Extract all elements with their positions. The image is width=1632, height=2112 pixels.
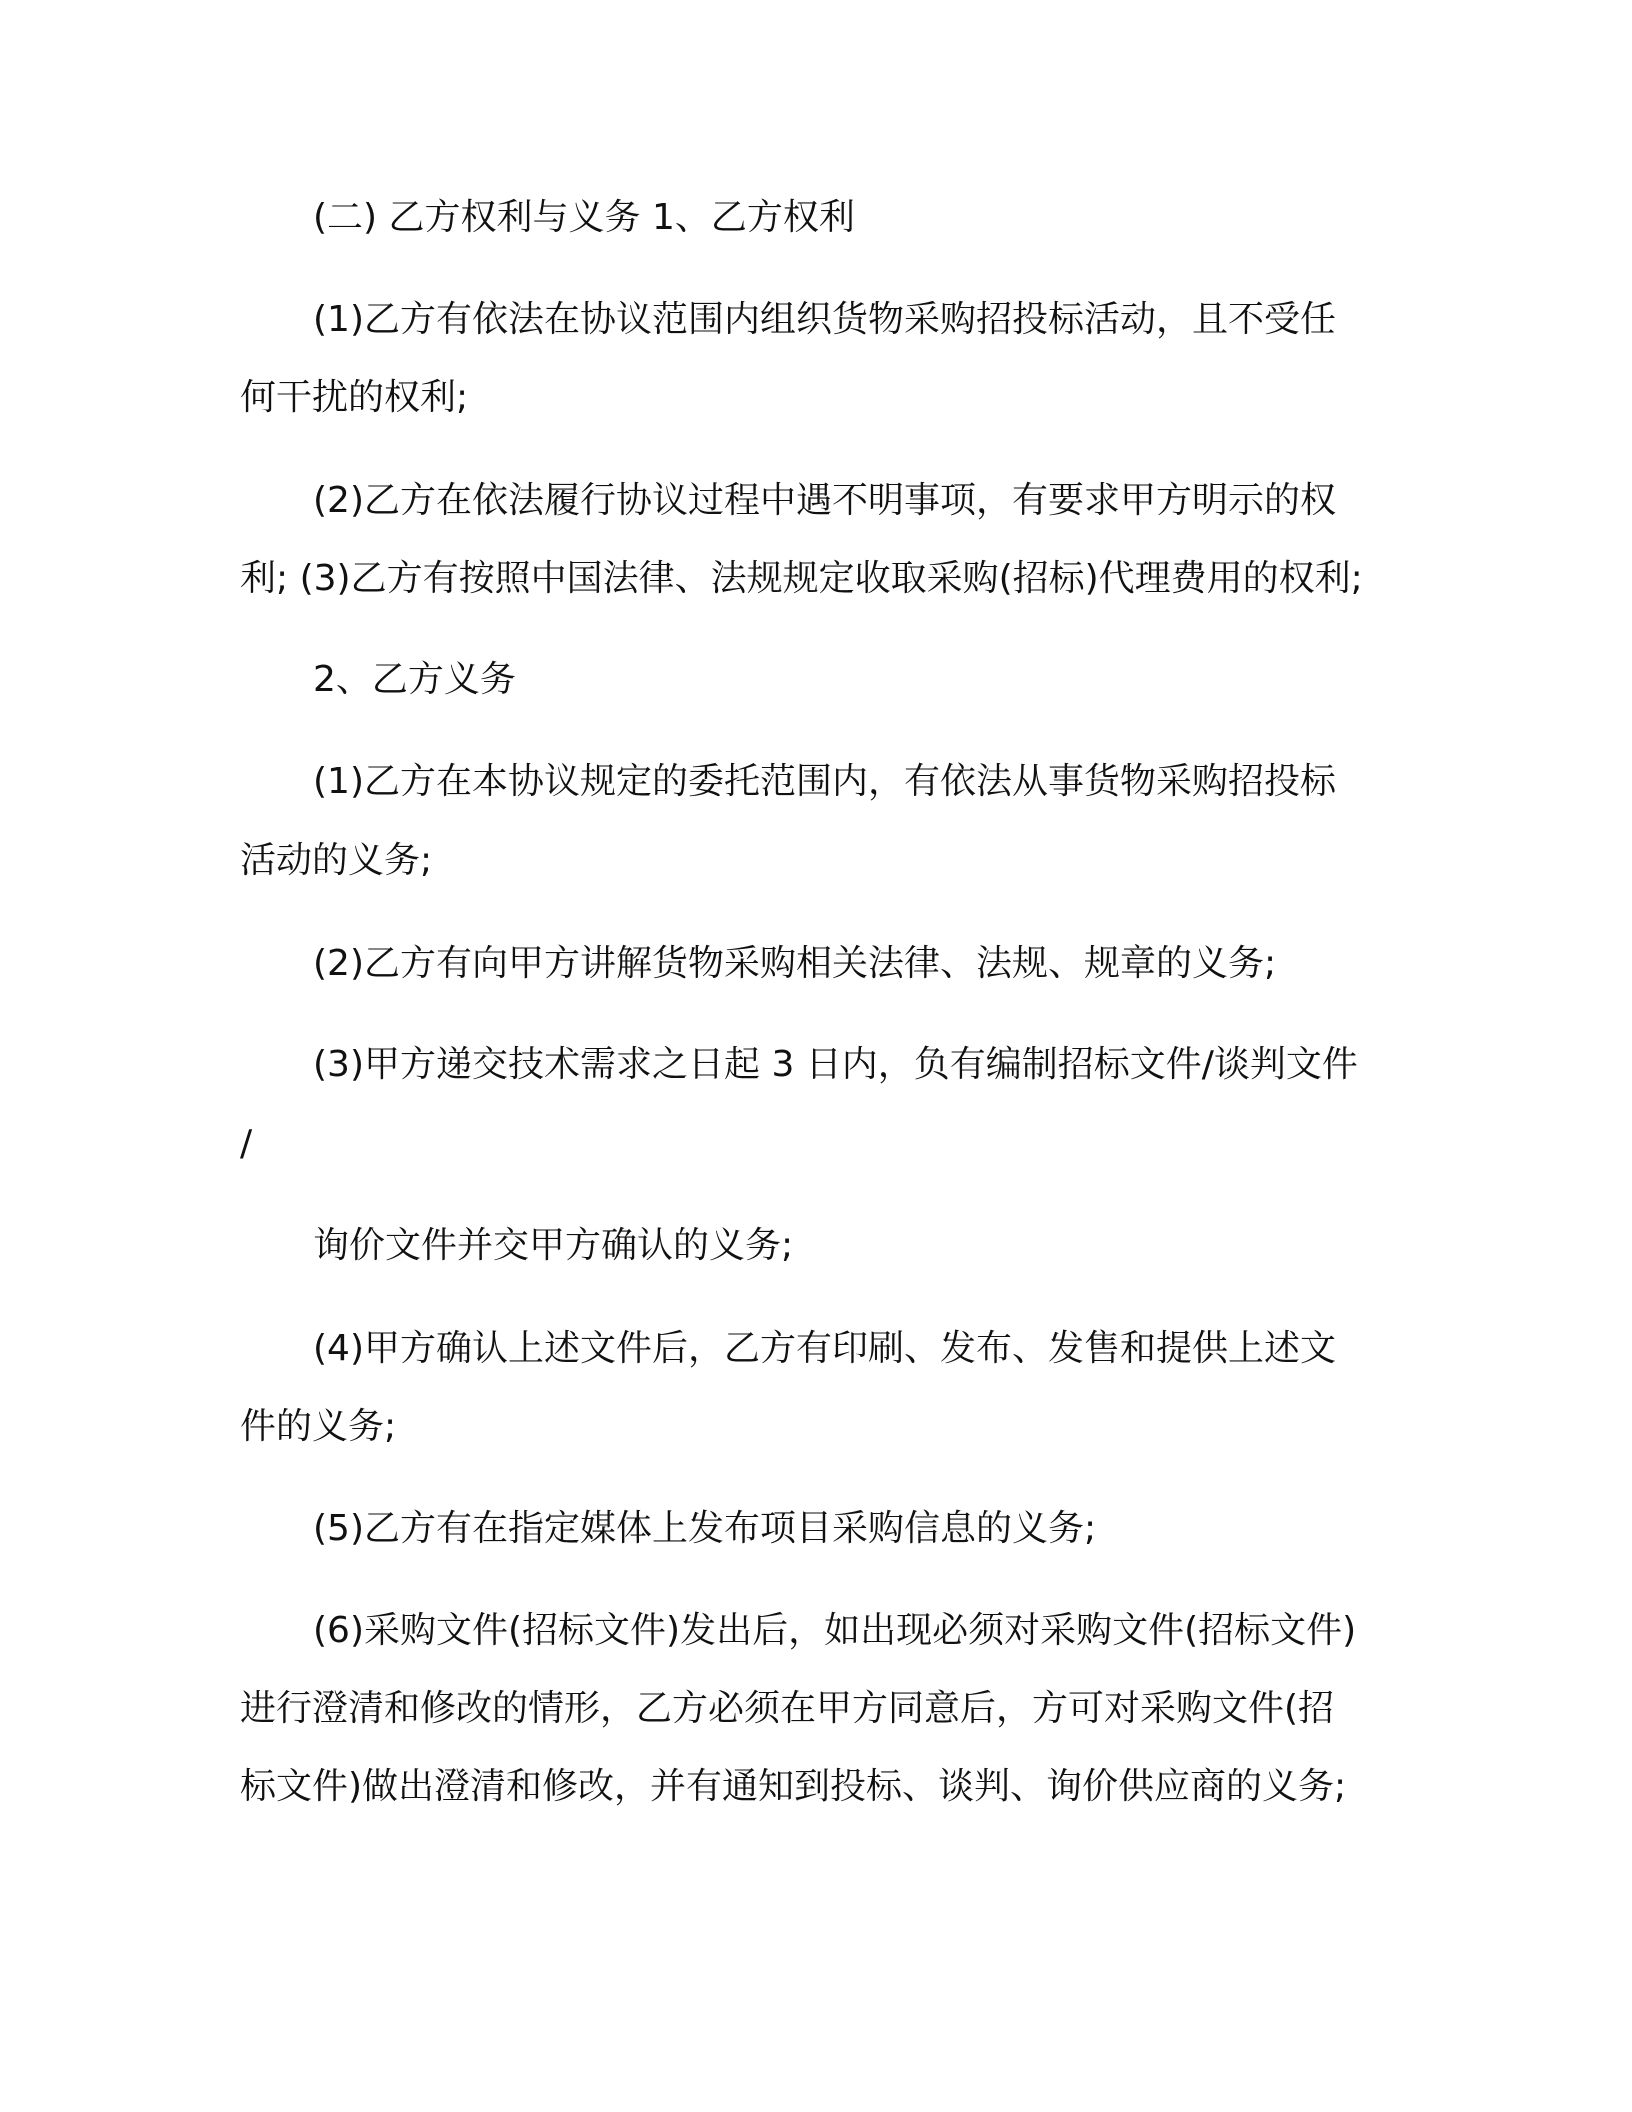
- paragraph-line: 活动的义务;: [240, 840, 433, 881]
- paragraph-line: (6)采购文件(招标文件)发出后，如出现必须对采购文件(招标文件): [313, 1610, 1357, 1651]
- paragraph-line: 何干扰的权利;: [240, 377, 469, 418]
- section-heading: (二) 乙方权利与义务 1、乙方权利: [313, 197, 855, 238]
- paragraph-line: 进行澄清和修改的情形，乙方必须在甲方同意后，方可对采购文件(招: [240, 1688, 1335, 1729]
- section-heading: 2、乙方义务: [313, 659, 516, 700]
- paragraph-line: (5)乙方有在指定媒体上发布项目采购信息的义务;: [313, 1508, 1097, 1549]
- paragraph-line: (2)乙方在依法履行协议过程中遇不明事项，有要求甲方明示的权: [313, 480, 1336, 521]
- paragraph-line: 询价文件并交甲方确认的义务;: [313, 1225, 794, 1266]
- paragraph-line: 件的义务;: [240, 1406, 397, 1447]
- paragraph-line: (1)乙方有依法在协议范围内组织货物采购招投标活动，且不受任: [313, 299, 1336, 340]
- paragraph-line: (1)乙方在本协议规定的委托范围内，有依法从事货物采购招投标: [313, 761, 1336, 802]
- paragraph-line: (3)甲方递交技术需求之日起 3 日内，负有编制招标文件/谈判文件: [313, 1044, 1358, 1085]
- paragraph-line: (4)甲方确认上述文件后，乙方有印刷、发布、发售和提供上述文: [313, 1328, 1336, 1369]
- paragraph-line: (2)乙方有向甲方讲解货物采购相关法律、法规、规章的义务;: [313, 943, 1277, 984]
- paragraph-line: /: [240, 1123, 253, 1164]
- paragraph-line: 标文件)做出澄清和修改，并有通知到投标、谈判、询价供应商的义务;: [240, 1766, 1347, 1807]
- paragraph-line: 利; (3)乙方有按照中国法律、法规规定收取采购(招标)代理费用的权利;: [240, 558, 1363, 599]
